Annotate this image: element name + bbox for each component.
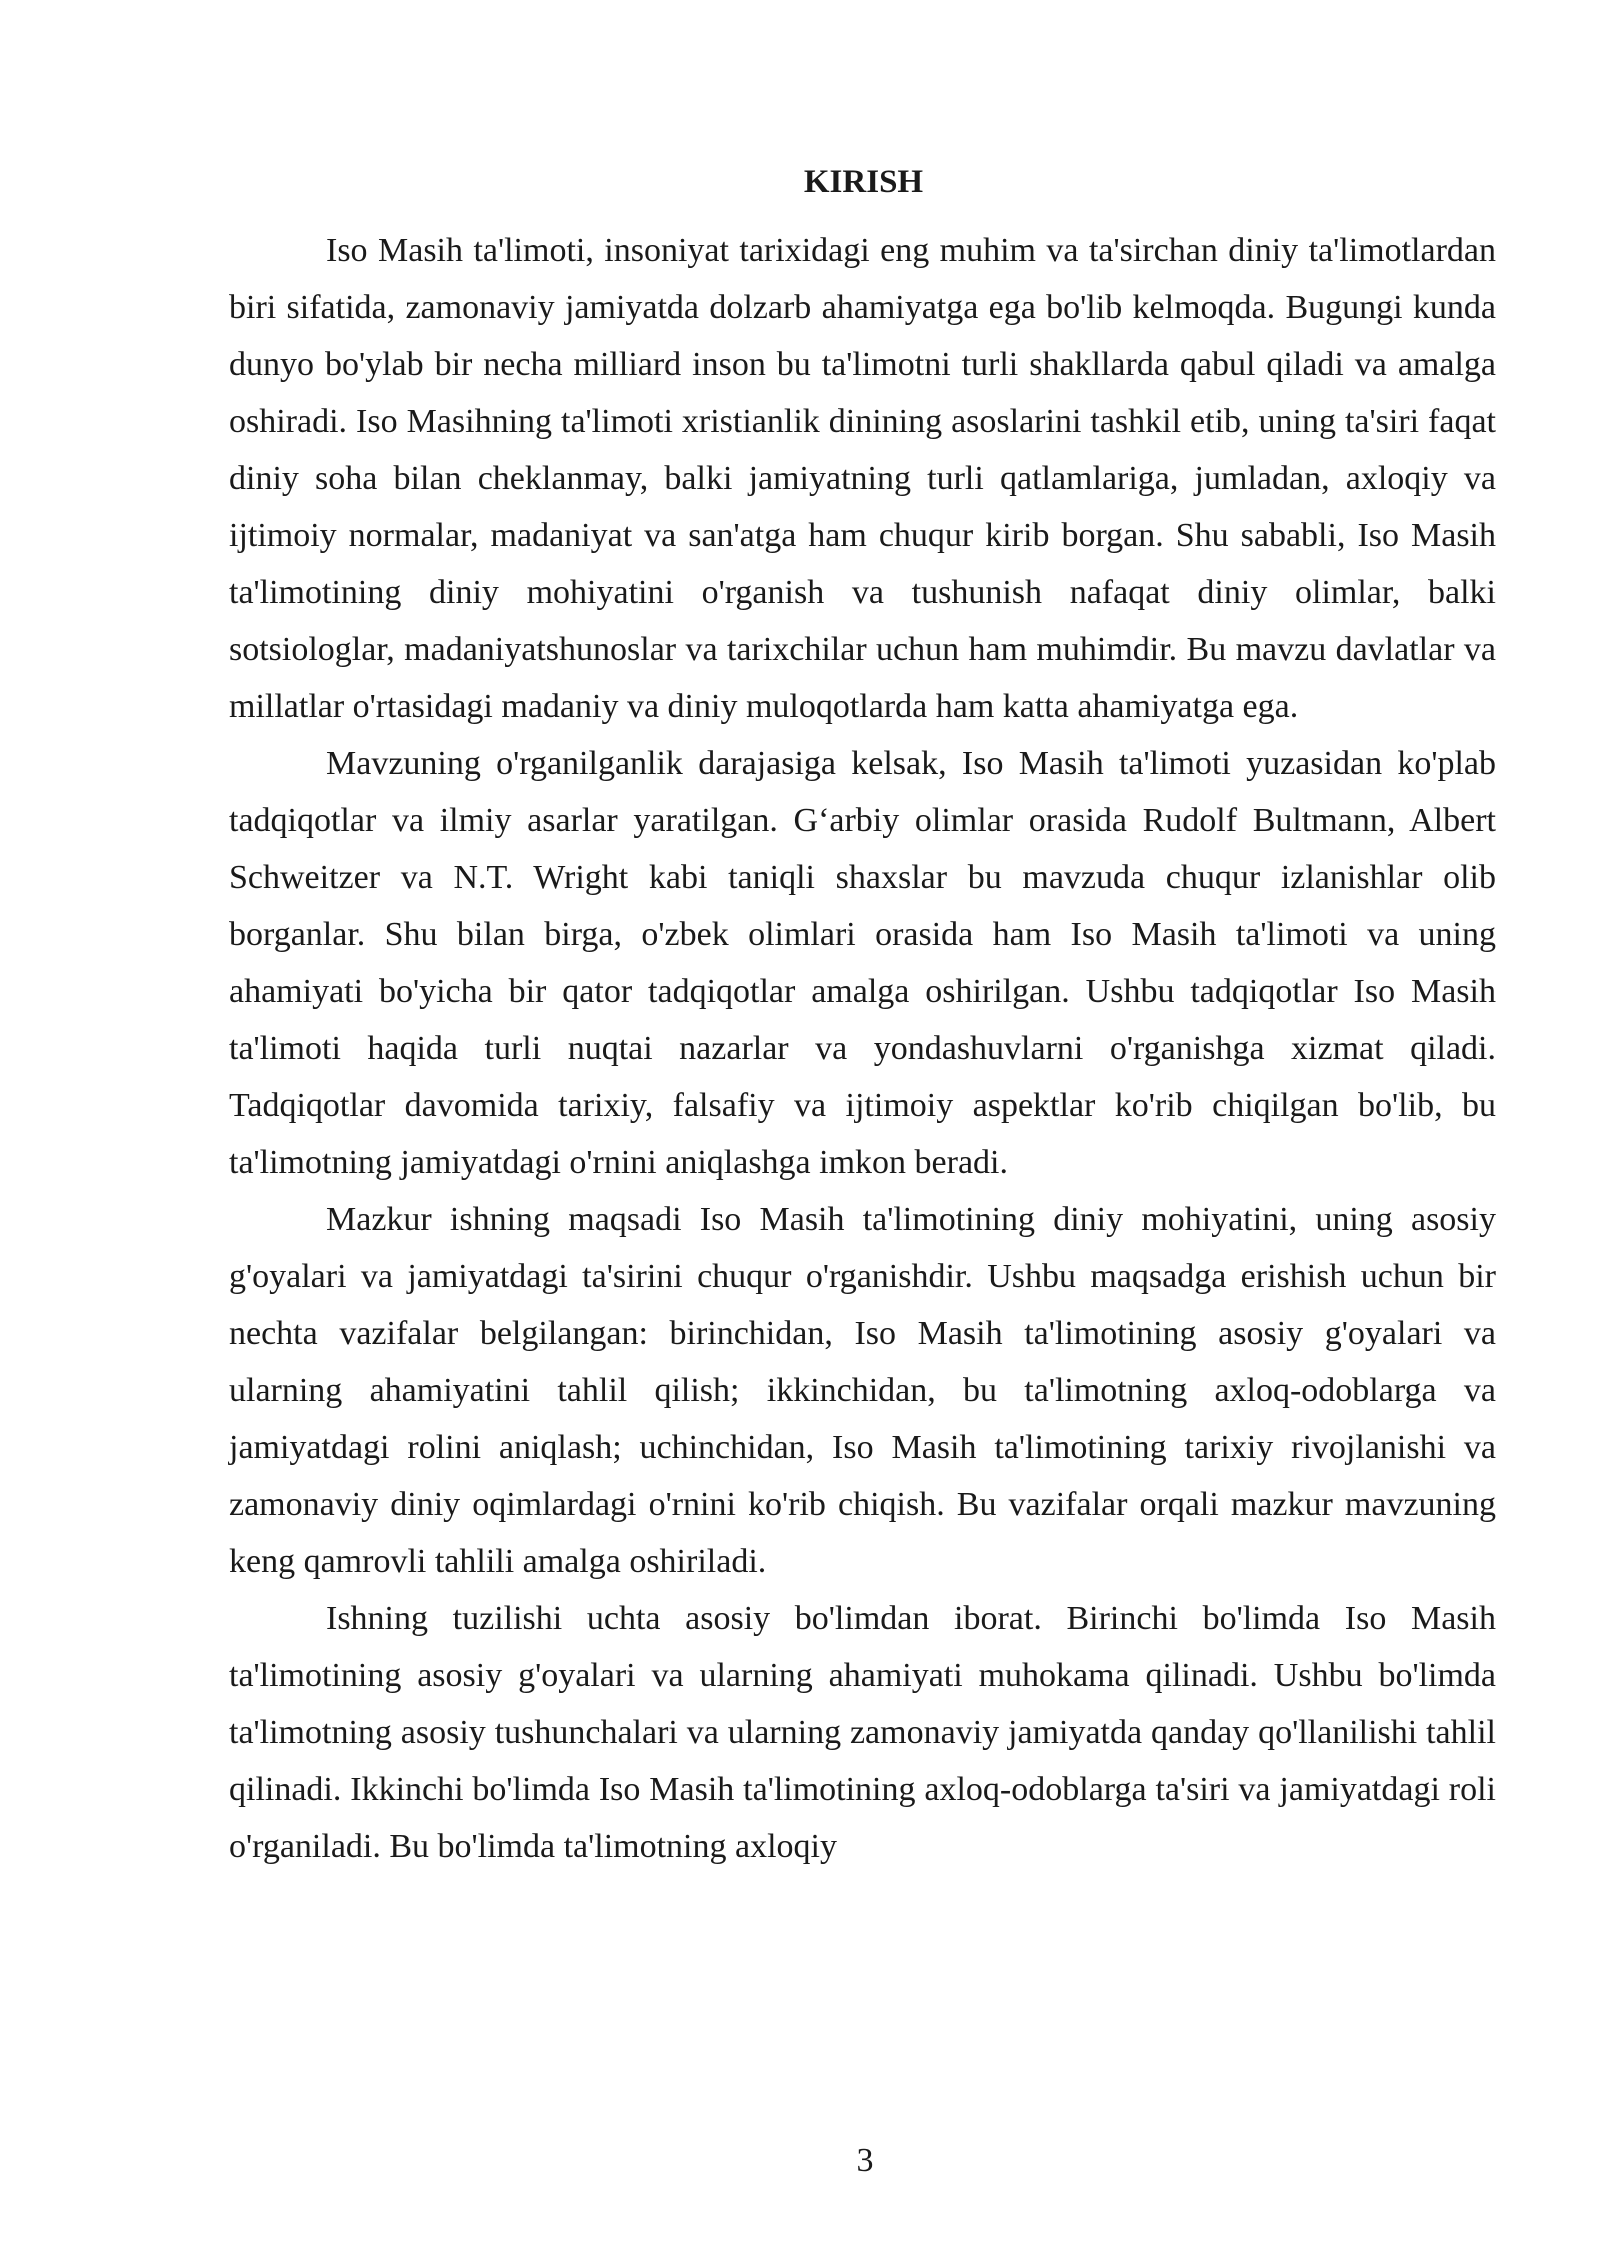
paragraph-literature-review: Mavzuning o'rganilganlik darajasiga kelsak, Iso Masih ta'limoti yuzasidan ko'plab tadqiqotlar va ilmiy asarlar yaratilgan. G‘arbiy olimlar orasida Rudolf Bultmann, Albert Schweitzer va N.T. Wright kabi taniqli shaxslar bu mavzuda chuqur izlanishlar olib borganlar. Shu bilan birga, o'zbek olimlari orasida ham Iso Masih ta'limoti va uning ahamiyati bo'yicha bir qator tadqiqotlar amalga oshirilgan. Ushbu tadqiqotlar Iso Masih ta'limoti haqida turli nuqtai nazarlar va yondashuvlarni o'rganishga xizmat qiladi. Tadqiqotlar davomida tarixiy, falsafiy va ijtimoiy aspektlar ko'rib chiqilgan bo'lib, bu ta'limotning jamiyatdagi o'rnini aniqlashga imkon beradi. <box>229 745 1496 1181</box>
paragraph-relevance: Iso Masih ta'limoti, insoniyat tarixidagi eng muhim va ta'sirchan diniy ta'limotlardan biri sifatida, zamonaviy jamiyatda dolzarb ahamiyatga ega bo'lib kelmoqda. Bugungi kunda dunyo bo'ylab bir necha milliard inson bu ta'limotni turli shakllarda qabul qiladi va amalga oshiradi. Iso Masihning ta'limoti xristianlik dinining asoslarini tashkil etib, uning ta'siri faqat diniy soha bilan cheklanmay, balki jamiyatning turli qatlamlariga, jumladan, axloqiy va ijtimoiy normalar, madaniyat va san'atga ham chuqur kirib borgan. Shu sababli, Iso Masih ta'limotining diniy mohiyatini o'rganish va tushunish nafaqat diniy olimlar, balki sotsiologlar, madaniyatshunoslar va tarixchilar uchun ham muhimdir. Bu mavzu davlatlar va millatlar o'rtasidagi madaniy va diniy muloqotlarda ham katta ahamiyatga ega. <box>229 232 1496 725</box>
section-title: KIRISH <box>803 164 924 200</box>
page-number: 3 <box>856 2142 874 2179</box>
paragraph-structure: Ishning tuzilishi uchta asosiy bo'limdan iborat. Birinchi bo'limda Iso Masih ta'limotining asosiy g'oyalari va ularning ahamiyati muhokama qilinadi. Ushbu bo'limda ta'limotning asosiy tushunchalari va ularning zamonaviy jamiyatda qanday qo'llanilishi tahlil qilinadi. Ikkinchi bo'limda Iso Masih ta'limotining axloq-odoblarga ta'siri va jamiyatdagi roli o'rganiladi. Bu bo'limda ta'limotning axloqiy <box>229 1600 1496 1865</box>
page-content <box>229 162 1496 1875</box>
paragraph-goals: Mazkur ishning maqsadi Iso Masih ta'limotining diniy mohiyatini, uning asosiy g'oyalari va jamiyatdagi ta'sirini chuqur o'rganishdir. Ushbu maqsadga erishish uchun bir nechta vazifalar belgilangan: birinchidan, Iso Masih ta'limotining asosiy g'oyalari va ularning ahamiyatini tahlil qilish; ikkinchidan, bu ta'limotning axloq-odoblarga va jamiyatdagi rolini aniqlash; uchinchidan, Iso Masih ta'limotining tarixiy rivojlanishi va zamonaviy diniy oqimlardagi o'rnini ko'rib chiqish. Bu vazifalar orqali mazkur mavzuning keng qamrovli tahlili amalga oshiriladi. <box>229 1201 1496 1580</box>
